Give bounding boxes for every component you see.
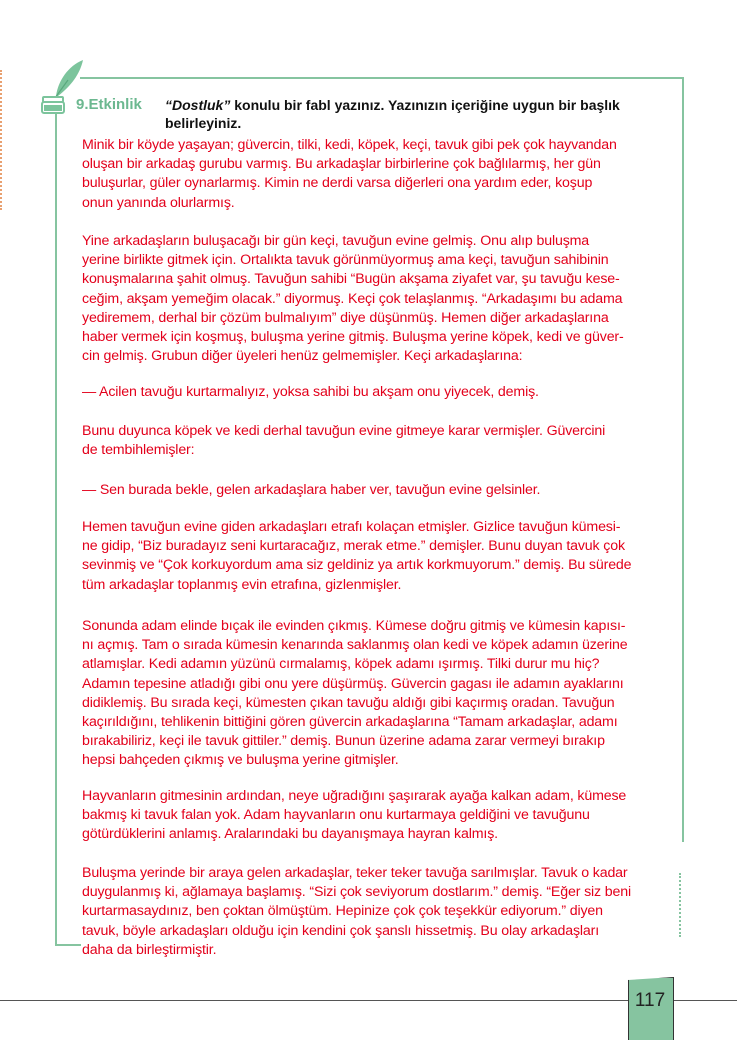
text-line: onun yanında olurlarmış.	[82, 194, 235, 211]
text-line: tüm arkadaşlar toplanmış evin etrafına, gizlenmişler.	[82, 576, 402, 593]
paragraph	[82, 481, 540, 500]
text-line: cin gelmiş. Grubun diğer üyeleri henüz gelmemişler. Keçi arkadaşlarına:	[82, 348, 523, 365]
paragraph	[82, 617, 627, 771]
activity-instruction	[165, 96, 675, 132]
text-line: tavuk, böyle arkadaşları olduğu için kendini çok şanslı hissetmiş. Bu olay arkadaşları	[82, 922, 600, 939]
text-line: buluşurlar, güler oynarlarmış. Kimin ne derdi varsa diğerleri ona yardım eder, koşup	[82, 175, 593, 192]
text-line: Adamın tepesine atladığı gibi onu yere düşürmüş. Güvercin gagası ile adamın ayaklarını	[82, 675, 624, 692]
text-line: — Acilen tavuğu kurtarmalıyız, yoksa sahibi bu akşam onu yiyecek, demiş.	[82, 384, 539, 400]
paragraph	[82, 787, 626, 845]
footer-rule	[0, 1000, 737, 1001]
paragraph	[82, 422, 605, 460]
text-line: — Sen burada bekle, gelen arkadaşlara haber ver, tavuğun evine gelsinler.	[82, 482, 541, 498]
text-line: oluşan bir arkadaş gurubu varmış. Bu arkadaşlar birbirlerine çok bağlılarmış, her gün	[82, 156, 601, 173]
paragraph	[82, 232, 624, 366]
text-line: konuşmalarına şahit olmuş. Tavuğun sahibi “Bugün akşama ziyafet var, şu tavuğu kese-	[82, 271, 620, 288]
instruction-quote: “Dostluk”	[165, 97, 231, 113]
page-number: 117	[634, 990, 666, 1011]
paragraph	[82, 518, 631, 595]
activity-label: 9.Etkinlik	[76, 96, 142, 113]
text-line: Bunu duyunca köpek ve kedi derhal tavuğun evine gitmeye karar vermişler. Güvercini	[82, 423, 606, 439]
text-line: yediremem, derhal bir çözüm bulmalıyım” diye düşünmüş. Hemen diğer arkadaşlarına	[82, 309, 609, 326]
text-line: bakmış ki tavuk falan yok. Adam hayvanların onu kurtarmaya geldiğini ve tavuğunu	[82, 807, 590, 824]
text-line: de tembihlemişler:	[82, 442, 195, 459]
text-line: nı açmış. Tam o sırada kümesin kenarında saklanmış olan kedi ve köpek adamın üzerine	[82, 637, 628, 654]
paragraph	[82, 864, 631, 960]
frame-bottom-border	[55, 944, 81, 946]
instruction-text: konulu bir fabl yazınız. Yazınızın içeriğine uygun bir başlık belirleyiniz.	[165, 97, 620, 131]
text-line: ne gidip, “Biz buradayız seni kurtaracağız, merak etme.” demişler. Bunu duyan tavuk çok	[82, 538, 625, 555]
text-line: Hemen tavuğun evine giden arkadaşları etrafı kolaçan etmişler. Gizlice tavuğun kümesi-	[82, 519, 621, 535]
text-line: ceğim, akşam yemeğim olacak.” diyormuş. Keçi çok telaşlanmış. “Arkadaşımı bu adama	[82, 290, 623, 307]
text-line: Sonunda adam elinde bıçak ile evinden çıkmış. Kümese doğru gitmiş ve kümesin kapısı-	[82, 618, 626, 634]
text-line: götürdüklerini anlamış. Aralarındaki bu dayanışmaya hayran kalmış.	[82, 826, 498, 843]
text-line: haber vermek için koşmuş, buluşma yerine gitmiş. Buluşma yerine köpek, kedi ve güver-	[82, 329, 624, 346]
frame-left-border	[55, 113, 57, 946]
text-line: Hayvanların gitmesinin ardından, neye uğradığını şaşırarak ayağa kalkan adam, kümese	[82, 788, 627, 804]
dotted-divider	[679, 873, 681, 937]
text-line: sevinmiş ve “Çok korkuyordum ama siz geldiniz ya artık korkmuyorum.” demiş. Bu sürede	[82, 557, 632, 574]
text-line: hepsi bahçeden çıkmış ve buluşma yerine gitmişler.	[82, 752, 399, 769]
paragraph	[82, 136, 617, 213]
frame-right-border	[682, 77, 684, 842]
text-line: Yine arkadaşların buluşacağı bir gün keçi, tavuğun evine gelmiş. Onu alıp buluşma	[82, 233, 590, 249]
text-line: yerine birlikte gitmek için. Ortalıkta tavuk görünmüyormuş ama keçi, tavuğun sahibinin	[82, 252, 609, 269]
text-line: duygulanmış ki, ağlamaya başlamış. “Sizi çok seviyorum dostlarım.” demiş. “Eğer siz beni	[82, 884, 631, 901]
frame-top-border	[80, 77, 684, 79]
text-line: Buluşma yerinde bir araya gelen arkadaşlar, teker teker tavuğa sarılmışlar. Tavuk o kadar	[82, 865, 628, 881]
text-line: didiklemiş. Bu sırada keçi, kümesten çıkan tavuğu aldığı gibi kaçırmış oradan. Tavuğun	[82, 694, 615, 711]
text-line: daha da birleştirmiştir.	[82, 941, 217, 958]
text-line: atlamışlar. Kedi adamın yüzünü cırmalamış, köpek adamı ışırmış. Tilki durur mu hiç?	[82, 656, 600, 673]
paragraph	[82, 383, 539, 402]
text-line: Minik bir köyde yaşayan; güvercin, tilki, kedi, köpek, keçi, tavuk gibi pek çok hayvandan	[82, 137, 617, 153]
text-line: kurtarmasaydınız, ben çoktan ölmüştüm. Hepinize çok çok teşekkür ediyorum.” diyen	[82, 903, 603, 920]
text-line: kaçırıldığını, tehlikenin bittiğini gören güvercin arkadaşlarına “Tamam arkadaşlar, adamı	[82, 714, 618, 731]
page-edge-strip	[0, 70, 5, 210]
text-line: bırakabiliriz, keçi ile tavuk gittiler.” demiş. Bunun üzerine adama zarar vermeyi bırakıp	[82, 733, 605, 750]
